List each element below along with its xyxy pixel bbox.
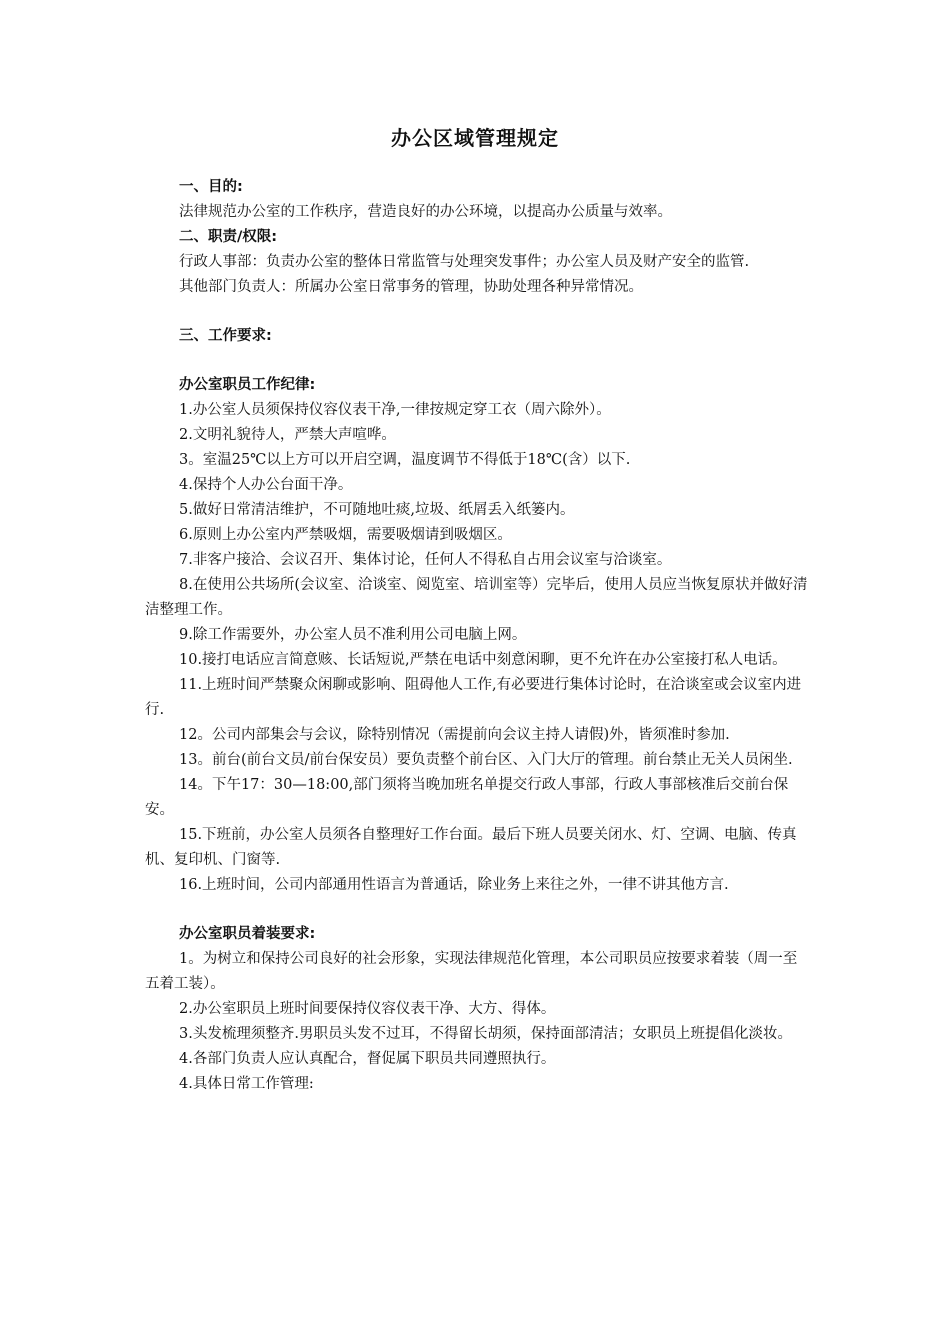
spacer: [145, 349, 810, 373]
dress-item: 2.办公室职员上班时间要保持仪容仪表干净、大方、得体。: [179, 1001, 556, 1017]
responsibility-item: 其他部门负责人：所属办公室日常事务的管理，协助处理各种异常情况。: [179, 279, 643, 295]
discipline-item: 3。室温25℃以上方可以开启空调，温度调节不得低于18℃(含）以下.: [179, 452, 631, 468]
discipline-item: 12。公司内部集会与会议，除特别情况（需提前向会议主持人请假)外，皆须准时参加.: [179, 727, 730, 743]
discipline-item: 7.非客户接洽、会议召开、集体讨论，任何人不得私自占用会议室与洽谈室。: [179, 552, 672, 568]
responsibility-item: 行政人事部：负责办公室的整体日常监管与处理突发事件；办公室人员及财产安全的监管.: [179, 254, 750, 270]
purpose-text: 法律规范办公室的工作秩序，营造良好的办公环境，以提高办公质量与效率。: [179, 204, 672, 220]
discipline-item: 5.做好日常清洁维护，不可随地吐痰,垃圾、纸屑丢入纸篓内。: [179, 502, 575, 518]
dress-item: 4.各部门负责人应认真配合，督促属下职员共同遵照执行。: [179, 1051, 556, 1067]
discipline-item: 10.接打电话应言简意赅、长话短说,严禁在电话中刻意闲聊，更不允许在办公室接打私人电话。: [179, 652, 787, 668]
document-title: 办公区域管理规定: [391, 126, 559, 150]
discipline-item: 11.上班时间严禁聚众闲聊或影响、阻碍他人工作,有必要进行集体讨论时，在洽谈室或会议室内进行.: [145, 677, 802, 718]
dress-item: 3.头发梳理须整齐.男职员头发不过耳，不得留长胡须，保持面部清洁；女职员上班提倡化淡妆。: [179, 1026, 792, 1042]
discipline-item: 4.保持个人办公台面干净。: [179, 477, 353, 493]
discipline-item: 8.在使用公共场所(会议室、洽谈室、阅览室、培训室等）完毕后，使用人员应当恢复原状并做好清洁整理工作。: [145, 577, 808, 618]
discipline-item: 15.下班前，办公室人员须各自整理好工作台面。最后下班人员要关闭水、灯、空调、电脑、传真机、复印机、门窗等.: [145, 827, 797, 868]
discipline-item: 14。下午17：30—18:00,部门须将当晚加班名单提交行政人事部，行政人事部核准后交前台保安。: [145, 777, 789, 818]
discipline-item: 16.上班时间，公司内部通用性语言为普通话，除业务上来往之外，一律不讲其他方言.: [179, 877, 729, 893]
dress-item: 4.具体日常工作管理:: [179, 1076, 314, 1092]
section-heading-responsibility: 二、职责/权限:: [179, 229, 278, 245]
discipline-item: 9.除工作需要外，办公室人员不准利用公司电脑上网。: [179, 627, 527, 643]
discipline-item: 1.办公室人员须保持仪容仪表干净,一律按规定穿工衣（周六除外）。: [179, 402, 611, 418]
dress-item: 1。为树立和保持公司良好的社会形象，实现法律规范化管理，本公司职员应按要求着装（周一至五着工装）。: [145, 951, 798, 992]
discipline-item: 6.原则上办公室内严禁吸烟，需要吸烟请到吸烟区。: [179, 527, 512, 543]
section-heading-purpose: 一、目的:: [179, 179, 243, 195]
spacer: [145, 898, 810, 922]
spacer: [145, 300, 810, 324]
subsection-heading-discipline: 办公室职员工作纪律:: [179, 377, 316, 393]
subsection-heading-dress: 办公室职员着装要求:: [179, 926, 316, 942]
discipline-item: 2.文明礼貌待人，严禁大声喧哗。: [179, 427, 396, 443]
section-heading-requirements: 三、工作要求:: [179, 328, 272, 344]
discipline-item: 13。前台(前台文员/前台保安员）要负责整个前台区、入门大厅的管理。前台禁止无关人员闲坐.: [179, 752, 793, 768]
document-body: [145, 175, 810, 1097]
